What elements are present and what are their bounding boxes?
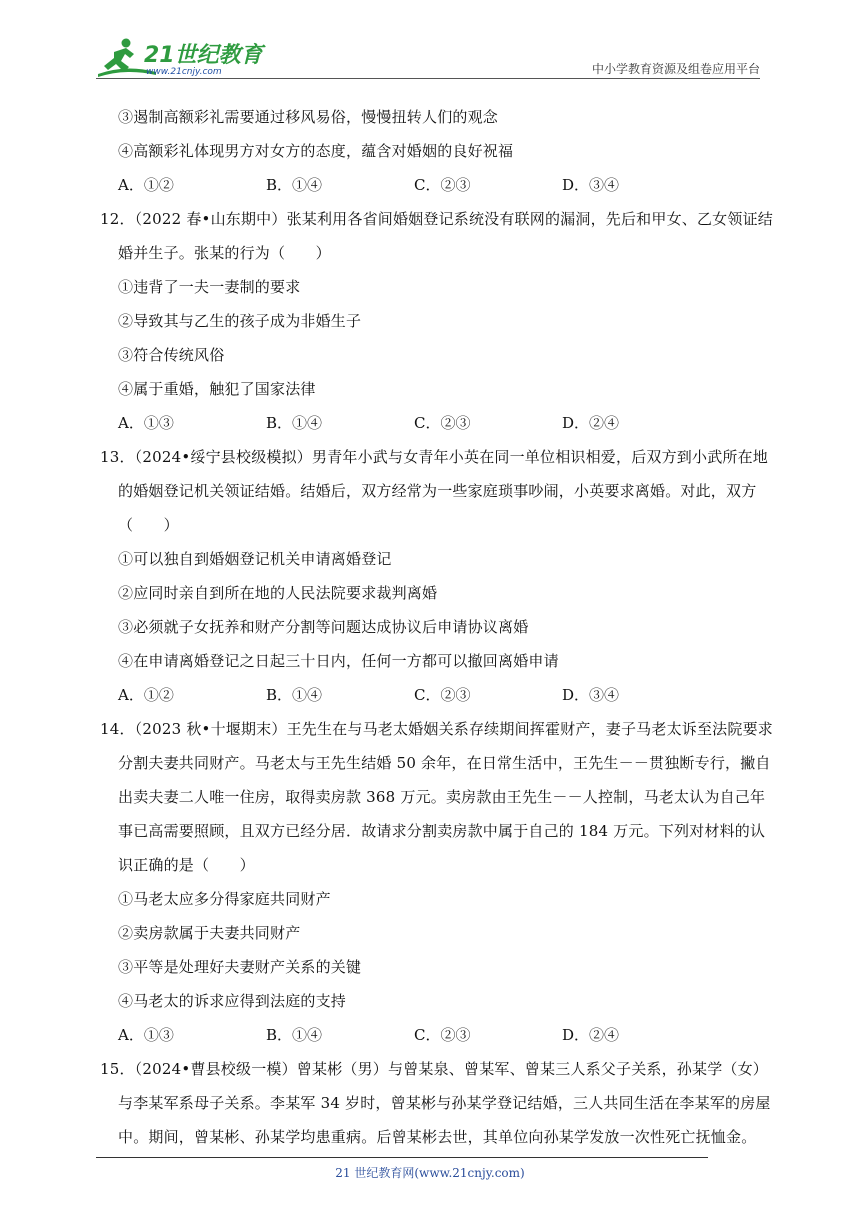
question-stem: 13．（2024•绥宁县校级模拟）男青年小武与女青年小英在同一单位相识相爱，后双方到小武所在地 xyxy=(100,448,769,466)
answer-options xyxy=(118,168,768,202)
text-line: ④高额彩礼体现男方对女方的态度，蕴含对婚姻的良好祝福 xyxy=(118,142,514,160)
text-line: 中。期间，曾某彬、孙某学均患重病。后曾某彬去世，其单位向孙某学发放一次性死亡抚恤金。 xyxy=(118,1128,757,1146)
page-header xyxy=(96,34,760,78)
logo-21cnjy xyxy=(96,34,266,78)
option-c: C．②③ xyxy=(414,176,471,194)
option-a: A．①③ xyxy=(118,1026,174,1044)
question-stem: 12．（2022 春•山东期中）张某利用各省间婚姻登记系统没有联网的漏洞，先后和甲女、乙女领证结 xyxy=(100,210,773,228)
question-stem: 14．（2023 秋•十堰期末）王先生在与马老太婚姻关系存续期间挥霍财产，妻子马老太诉至法院要求 xyxy=(100,720,773,738)
answer-options xyxy=(118,678,768,712)
logo-text: 21世纪教育 xyxy=(144,43,263,68)
option-b: B．①④ xyxy=(266,1026,323,1044)
text-line: ③符合传统风俗 xyxy=(118,346,225,364)
question-content xyxy=(100,100,773,1154)
header-platform-text: 中小学教育资源及组卷应用平台 xyxy=(591,62,760,76)
question-stem: 15．（2024•曹县校级一模）曾某彬（男）与曾某泉、曾某军、曾某三人系父子关系，孙某学（女） xyxy=(100,1060,769,1078)
text-line: ②导致其与乙生的孩子成为非婚生子 xyxy=(118,312,362,330)
option-a: A．①③ xyxy=(118,414,174,432)
header-divider xyxy=(96,78,760,79)
answer-options xyxy=(118,406,768,440)
logo-url: www.21cnjy.com xyxy=(146,67,222,77)
footer-divider xyxy=(96,1157,708,1158)
text-line: ③遏制高额彩礼需要通过移风易俗，慢慢扭转人们的观念 xyxy=(118,108,499,126)
option-d: D．③④ xyxy=(562,176,620,194)
option-c: C．②③ xyxy=(414,1026,471,1044)
text-line: ②应同时亲自到所在地的人民法院要求裁判离婚 xyxy=(118,584,438,602)
text-line: 的婚姻登记机关领证结婚。结婚后，双方经常为一些家庭琐事吵闹，小英要求离婚。对此，双方 xyxy=(118,482,757,500)
text-line: 与李某军系母子关系。李某军 34 岁时，曾某彬与孙某学登记结婚，三人共同生活在李某军的房屋 xyxy=(118,1094,771,1112)
option-c: C．②③ xyxy=(414,686,471,704)
text-line: 分割夫妻共同财产。马老太与王先生结婚 50 余年，在日常生活中，王先生－－贯独断专行，撇自 xyxy=(118,754,771,772)
text-line: ①违背了一夫一妻制的要求 xyxy=(118,278,301,296)
text-line: ④在申请离婚登记之日起三十日内，任何一方都可以撤回离婚申请 xyxy=(118,652,559,670)
option-d: D．②④ xyxy=(562,1026,620,1044)
option-a: A．①② xyxy=(118,176,174,194)
option-b: B．①④ xyxy=(266,686,323,704)
text-line: ①马老太应多分得家庭共同财产 xyxy=(118,890,331,908)
text-line: 识正确的是（ ） xyxy=(118,856,255,874)
text-line: 婚并生子。张某的行为（ ） xyxy=(118,244,331,262)
option-a: A．①② xyxy=(118,686,174,704)
text-line: 事已高需要照顾，且双方已经分居．故请求分割卖房款中属于自己的 184 万元。下列对材料的认 xyxy=(118,822,766,840)
text-line: （ ） xyxy=(118,516,179,534)
answer-options xyxy=(118,1018,768,1052)
text-line: ①可以独自到婚姻登记机关申请离婚登记 xyxy=(118,550,392,568)
text-line: ④马老太的诉求应得到法庭的支持 xyxy=(118,992,347,1010)
text-line: ③必须就子女抚养和财产分割等问题达成协议后申请协议离婚 xyxy=(118,618,529,636)
option-c: C．②③ xyxy=(414,414,471,432)
text-line: ③平等是处理好夫妻财产关系的关键 xyxy=(118,958,362,976)
text-line: ④属于重婚，触犯了国家法律 xyxy=(118,380,316,398)
text-line: ②卖房款属于夫妻共同财产 xyxy=(118,924,301,942)
footer-text: 21 世纪教育网(www.21cnjy.com) xyxy=(335,1166,525,1180)
option-d: D．②④ xyxy=(562,414,620,432)
text-line: 出卖夫妻二人唯一住房，取得卖房款 368 万元。卖房款由王先生－－人控制，马老太认为自己年 xyxy=(118,788,766,806)
option-b: B．①④ xyxy=(266,176,323,194)
option-b: B．①④ xyxy=(266,414,323,432)
option-d: D．③④ xyxy=(562,686,620,704)
